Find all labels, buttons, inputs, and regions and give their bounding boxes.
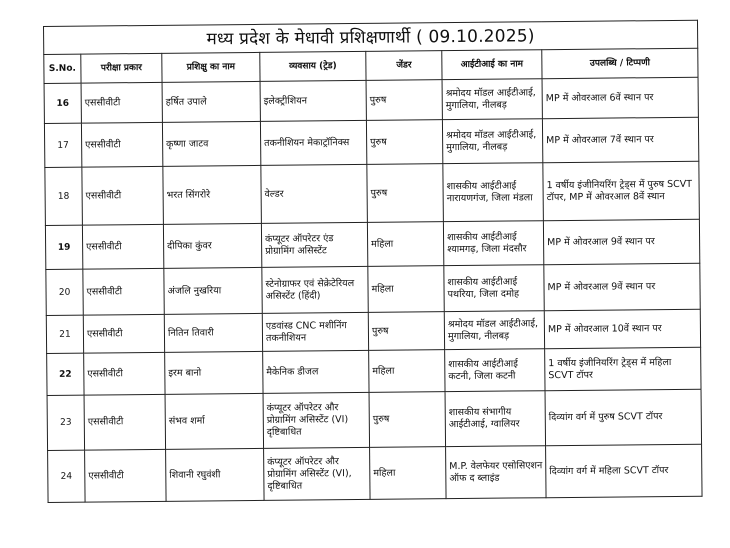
cell-sno: 18 bbox=[45, 167, 83, 225]
cell-gender: पुरुष bbox=[369, 392, 446, 448]
cell-exam-type: एससीवीटी bbox=[83, 314, 164, 353]
cell-sno: 19 bbox=[45, 225, 82, 269]
table-row bbox=[48, 444, 703, 502]
cell-sno: 24 bbox=[48, 450, 85, 502]
cell-achievement: MP में ओवरआल 7वें स्थान पर bbox=[542, 117, 698, 162]
page-title: मध्य प्रदेश के मेधावी प्रशिक्षणार्थी ( 09.10.2025) bbox=[44, 20, 698, 54]
table-row bbox=[45, 219, 699, 269]
cell-exam-type: एससीवीटी bbox=[84, 394, 166, 450]
cell-iti-name: शासकीय आईटीआई कटनी, जिला कटनी bbox=[445, 349, 545, 392]
cell-trainee-name: संभव शर्मा bbox=[165, 393, 264, 449]
cell-exam-type: एससीवीटी bbox=[81, 82, 162, 123]
cell-trainee-name: नितिन तिवारी bbox=[164, 313, 262, 352]
cell-sno: 17 bbox=[44, 123, 81, 167]
column-header-achievement: उपलब्धि / टिप्पणी bbox=[542, 48, 698, 78]
cell-sno: 21 bbox=[46, 315, 83, 353]
cell-trade: मैकेनिक डीजल bbox=[263, 350, 369, 393]
column-header-exam-type: परीक्षा प्रकार bbox=[81, 53, 162, 83]
column-header-trainee-name: प्रशिक्षु का नाम bbox=[162, 52, 260, 82]
cell-iti-name: शासकीय आईटीआई श्यामगढ़, जिला मंदसौर bbox=[443, 221, 543, 266]
cell-achievement: दिव्यांग वर्ग में महिला SCVT टॉपर bbox=[546, 444, 703, 497]
cell-exam-type: एससीवीटी bbox=[82, 166, 164, 225]
cell-achievement: MP में ओवरआल 9वें स्थान पर bbox=[543, 219, 699, 264]
cell-achievement: 1 वर्षीय इंजीनियरिंग ट्रेड्स में पुरुष SCVT टॉपर, MP में ओवरआल 8वें स्थान bbox=[543, 161, 700, 220]
cell-iti-name: M.P. वेलफेयर एसोसिएशन ऑफ द ब्लाइंड bbox=[446, 446, 546, 499]
cell-exam-type: एससीवीटी bbox=[84, 352, 165, 395]
cell-trade: तकनीशियन मेकाट्रॉनिक्स bbox=[260, 120, 366, 165]
table-row bbox=[47, 389, 702, 450]
cell-gender: महिला bbox=[369, 350, 445, 393]
cell-gender: महिला bbox=[368, 266, 444, 313]
cell-iti-name: श्रमोदय मॉडल आईटीआई, मुगालिया, नीलबड़ bbox=[442, 79, 542, 120]
column-header-sno: S.No. bbox=[44, 54, 81, 83]
document-sheet bbox=[43, 20, 702, 532]
cell-trainee-name: इरम बानो bbox=[165, 351, 263, 394]
cell-sno: 23 bbox=[47, 395, 85, 450]
cell-trade: कंप्यूटर ऑपरेटर और प्रोग्रामिंग असिस्टेंट (VI) दृष्टिबाधित bbox=[263, 392, 370, 448]
cell-iti-name: शासकीय आईटीआई पथरिया, जिला दमोह bbox=[444, 265, 544, 312]
cell-exam-type: एससीवीटी bbox=[85, 449, 166, 502]
cell-trainee-name: अंजलि नुखरिया bbox=[164, 267, 262, 314]
cell-achievement: MP में ओवरआल 6वें स्थान पर bbox=[542, 77, 698, 118]
cell-iti-name: शासकीय संभागीय आईटीआई, ग्वालियर bbox=[445, 391, 546, 447]
cell-trainee-name: दीपिका कुंवर bbox=[163, 223, 261, 268]
cell-gender: पुरुष bbox=[366, 80, 442, 121]
cell-trainee-name: भरत सिंगरोरे bbox=[163, 165, 262, 224]
cell-trainee-name: शिवानी रघुवंशी bbox=[166, 448, 264, 501]
column-header-trade: व्यवसाय (ट्रेड) bbox=[260, 51, 366, 81]
cell-achievement: MP में ओवरआल 9वें स्थान पर bbox=[544, 263, 700, 310]
column-header-iti-name: आईटीआई का नाम bbox=[442, 50, 542, 80]
cell-iti-name: श्रमोदय मॉडल आईटीआई, मुगालिया, नीलबड़ bbox=[442, 119, 542, 164]
cell-gender: पुरुष bbox=[366, 120, 442, 165]
table-row bbox=[47, 347, 701, 395]
meritorious-trainees-table bbox=[43, 20, 703, 503]
table-row bbox=[45, 161, 700, 225]
cell-sno: 22 bbox=[47, 353, 84, 395]
cell-achievement: 1 वर्षीय इंजीनियरिंग ट्रेड्स में महिला SCVT टॉपर bbox=[545, 347, 701, 390]
cell-gender: महिला bbox=[370, 447, 446, 500]
cell-trainee-name: हर्षित उपाले bbox=[162, 81, 260, 122]
cell-trade: कंप्यूटर ऑपरेटर एंड प्रोग्रामिंग असिस्टेंट bbox=[261, 222, 367, 267]
cell-gender: पुरुष bbox=[367, 164, 444, 223]
table-row bbox=[44, 117, 698, 167]
cell-trade: कंप्यूटर ऑपरेटर और प्रोग्रामिंग असिस्टेंट (VI), दृष्टिबाधित bbox=[264, 447, 370, 500]
cell-trade: वेल्डर bbox=[261, 164, 368, 223]
cell-gender: महिला bbox=[367, 222, 443, 267]
cell-gender: पुरुष bbox=[368, 312, 444, 351]
cell-sno: 16 bbox=[44, 83, 81, 123]
table-row bbox=[46, 263, 700, 315]
cell-trade: एडवांस्ड CNC मशीनिंग तकनीशियन bbox=[262, 312, 368, 351]
cell-exam-type: एससीवीटी bbox=[82, 224, 163, 269]
cell-trainee-name: कृष्णा जाटव bbox=[162, 121, 260, 166]
table-row bbox=[46, 309, 700, 353]
cell-exam-type: एससीवीटी bbox=[83, 268, 164, 315]
cell-trade: इलेक्ट्रीशियन bbox=[260, 80, 366, 121]
cell-iti-name: श्रमोदय मॉडल आईटीआई, मुगालिया, नीलबड़ bbox=[444, 311, 544, 350]
cell-exam-type: एससीवीटी bbox=[81, 122, 162, 167]
cell-sno: 20 bbox=[46, 269, 83, 315]
cell-achievement: दिव्यांग वर्ग में पुरुष SCVT टॉपर bbox=[545, 389, 702, 445]
cell-trade: स्टेनोग्राफर एवं सेक्रेटेरियल असिस्टेंट (हिंदी) bbox=[262, 266, 368, 313]
table-row bbox=[44, 77, 698, 123]
cell-achievement: MP में ओवरआल 10वें स्थान पर bbox=[544, 309, 700, 348]
cell-iti-name: शासकीय आईटीआई नारायणगंज, जिला मंडला bbox=[443, 163, 544, 222]
column-header-gender: जेंडर bbox=[366, 51, 442, 81]
